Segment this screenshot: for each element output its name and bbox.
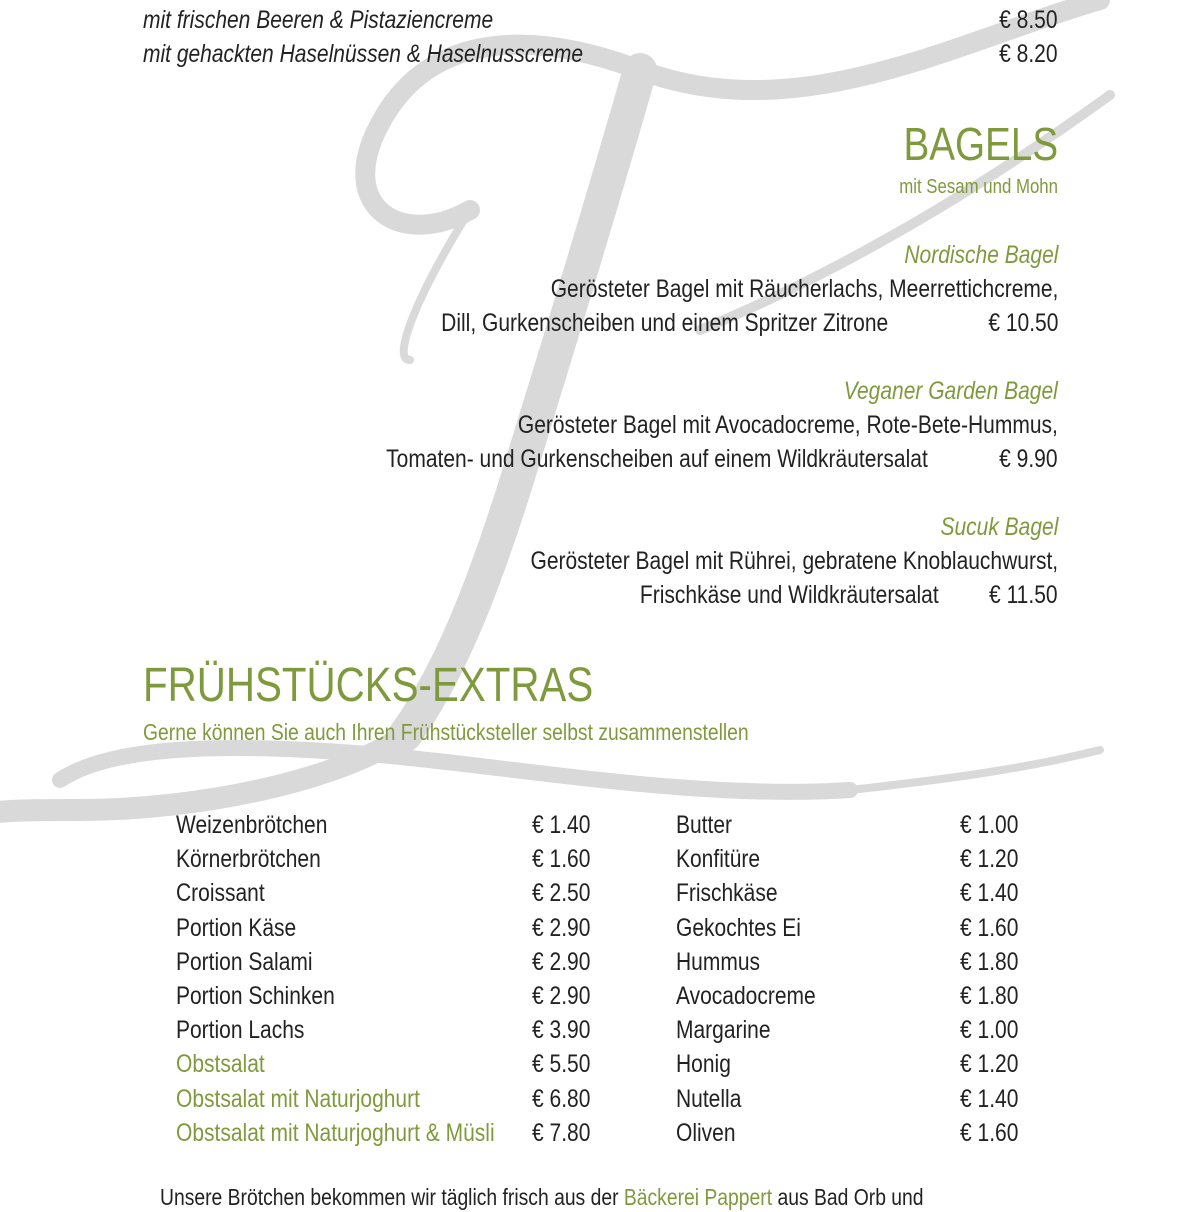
extras-row: Margarine € 1.00	[676, 1016, 1019, 1045]
bagel-name: Sucuk Bagel	[940, 513, 1058, 541]
bagel-price: € 10.50	[987, 309, 1058, 337]
top-item-2-price: € 8.20	[999, 40, 1058, 68]
extras-subtitle: Gerne können Sie auch Ihren Frühstücksteller selbst zusammenstellen	[143, 719, 749, 745]
extras-row: Frischkäse € 1.40	[676, 879, 1019, 908]
extras-row: Portion Salami € 2.90	[176, 947, 591, 976]
extras-row: Obstsalat mit Naturjoghurt & Müsli € 7.80	[176, 1118, 591, 1147]
extras-row: Oliven € 1.60	[676, 1118, 1019, 1147]
bagel-description-line: Frischkäse und Wildkräutersalat	[640, 581, 939, 609]
top-item-1: mit frischen Beeren & Pistaziencreme	[143, 6, 494, 34]
extras-row: Weizenbrötchen € 1.40	[176, 811, 591, 839]
extras-row: Portion Käse € 2.90	[176, 913, 591, 942]
bagel-name: Nordische Bagel	[903, 241, 1058, 269]
extras-row: Nutella € 1.40	[676, 1084, 1019, 1113]
extras-row: Butter € 1.00	[676, 811, 1019, 839]
bagel-description-line: Tomaten- und Gurkenscheiben auf einem Wildkräutersalat	[386, 445, 928, 473]
extras-row: Körnerbrötchen € 1.60	[176, 845, 591, 874]
extras-row: Portion Schinken € 2.90	[176, 981, 591, 1010]
extras-row: Obstsalat € 5.50	[176, 1050, 591, 1079]
bakery-name: Bäckerei Pappert	[623, 1184, 773, 1210]
extras-row: Gekochtes Ei € 1.60	[676, 913, 1019, 942]
extras-row: Hummus € 1.80	[676, 947, 1019, 976]
top-item-2: mit gehackten Haselnüssen & Haselnusscreme	[143, 40, 584, 68]
bagel-description-line: Gerösteter Bagel mit Avocadocreme, Rote-Bete-Hummus,	[517, 411, 1058, 439]
extras-row: Honig € 1.20	[676, 1050, 1019, 1079]
extras-row: Portion Lachs € 3.90	[176, 1016, 591, 1045]
bagel-description-line: Gerösteter Bagel mit Räucherlachs, Meerrettichcreme,	[550, 275, 1058, 303]
extras-row: Avocadocreme € 1.80	[676, 981, 1019, 1010]
extras-row: Croissant € 2.50	[176, 879, 591, 908]
extras-heading: FRÜHSTÜCKS-EXTRAS	[143, 659, 594, 712]
bagel-price: € 11.50	[989, 581, 1058, 609]
footer-note: Unsere Brötchen bekommen wir täglich frisch aus der Bäckerei Pappert aus Bad Orb und	[160, 1184, 924, 1210]
extras-row: Obstsalat mit Naturjoghurt € 6.80	[176, 1084, 591, 1113]
bagels-heading: BAGELS	[903, 118, 1058, 170]
bagel-description-line: Dill, Gurkenscheiben und einem Spritzer Zitrone	[440, 309, 888, 337]
bagel-name: Veganer Garden Bagel	[843, 377, 1058, 405]
extras-left-column	[176, 810, 606, 1152]
bagels-subtitle: mit Sesam und Mohn	[899, 176, 1058, 198]
bagel-description-line: Gerösteter Bagel mit Rührei, gebratene Knoblauchwurst,	[530, 547, 1058, 575]
top-item-1-price: € 8.50	[999, 6, 1058, 34]
bagel-price: € 9.90	[999, 445, 1058, 473]
extras-row: Konfitüre € 1.20	[676, 845, 1019, 874]
extras-right-column	[676, 810, 1066, 1152]
